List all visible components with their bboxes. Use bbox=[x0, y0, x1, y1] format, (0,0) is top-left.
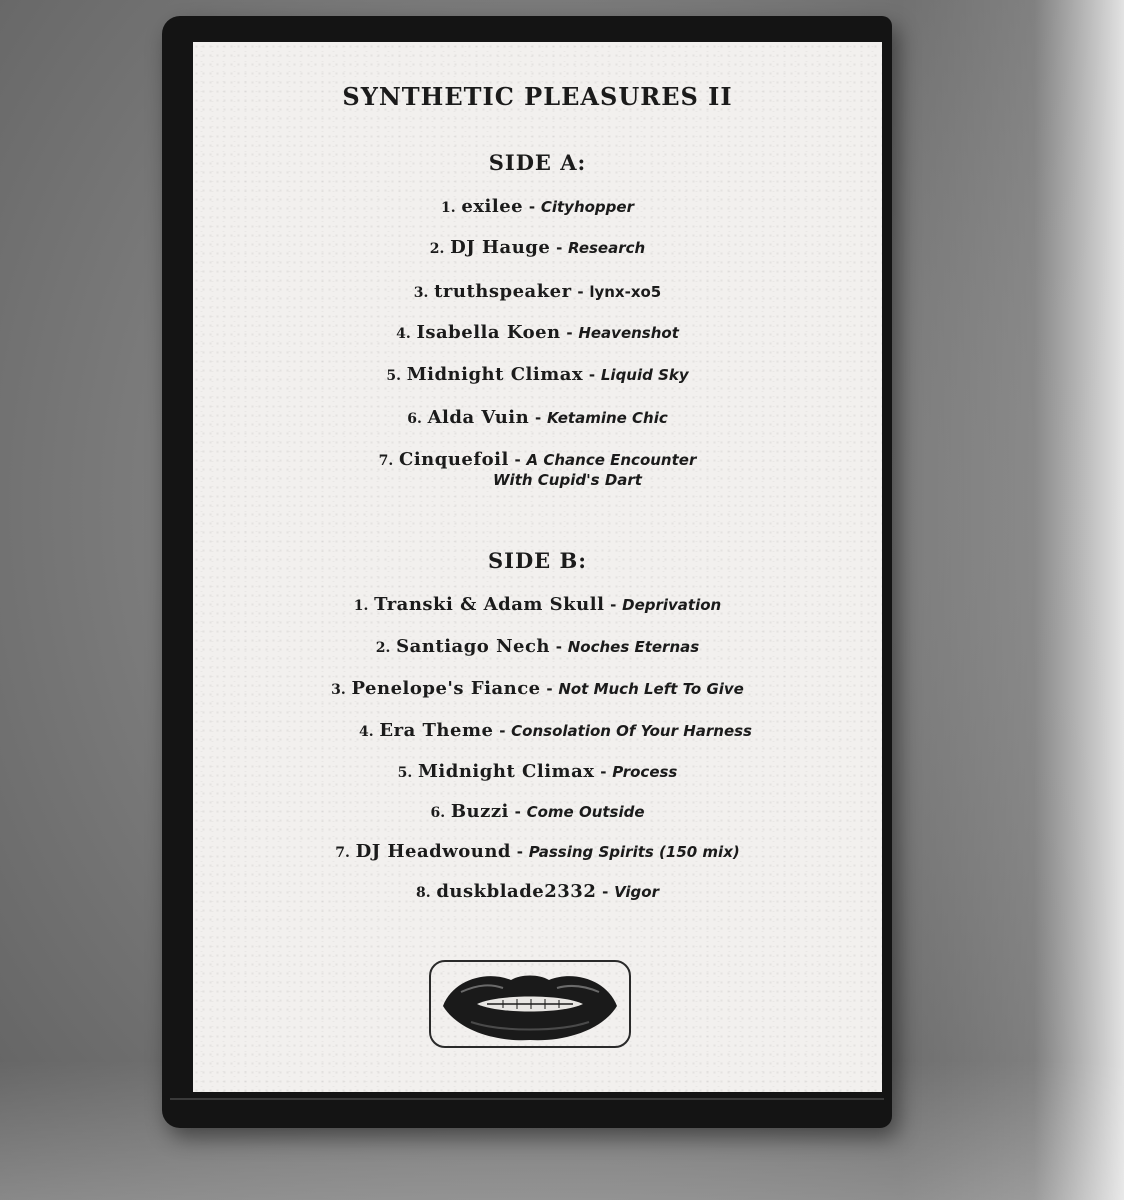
track-artist: DJ Headwound bbox=[355, 841, 511, 862]
track-title: Consolation Of Your Harness bbox=[511, 722, 752, 740]
track-artist: Buzzi bbox=[450, 801, 509, 822]
track-separator: - bbox=[516, 843, 523, 861]
track-title: Come Outside bbox=[526, 803, 645, 821]
track-number: 3. bbox=[413, 285, 429, 301]
track-number: 7. bbox=[335, 845, 350, 861]
side-a-track-4 bbox=[193, 323, 882, 344]
side-a-track-5 bbox=[193, 365, 882, 386]
j-card-insert bbox=[193, 42, 882, 1092]
track-artist: Alda Vuin bbox=[427, 407, 530, 428]
side-a-track-7 bbox=[193, 450, 882, 471]
track-title: A Chance Encounter bbox=[526, 451, 697, 469]
track-separator: - bbox=[514, 451, 521, 469]
track-number: 1. bbox=[441, 200, 456, 216]
side-b-track-7 bbox=[193, 842, 882, 863]
track-separator: - bbox=[534, 409, 542, 427]
track-number: 2. bbox=[429, 241, 445, 257]
side-b-heading: SIDE B: bbox=[487, 548, 588, 573]
track-number: 4. bbox=[396, 326, 411, 342]
side-a-heading: SIDE A: bbox=[488, 150, 587, 175]
track-number: 2. bbox=[375, 640, 391, 656]
track-title: Noches Eternas bbox=[567, 638, 700, 656]
track-artist: Cinquefoil bbox=[399, 449, 509, 470]
track-separator: - bbox=[566, 324, 573, 342]
side-b-track-6 bbox=[193, 802, 882, 823]
track-number: 4. bbox=[359, 724, 374, 740]
track-artist: Isabella Koen bbox=[416, 322, 561, 343]
track-artist: exilee bbox=[461, 196, 524, 217]
track-title: Not Much Left To Give bbox=[558, 680, 744, 698]
track-number: 3. bbox=[331, 682, 346, 698]
track-number: 7. bbox=[378, 453, 394, 469]
track-number: 8. bbox=[415, 885, 431, 901]
track-artist: duskblade2332 bbox=[436, 881, 597, 902]
track-title: Liquid Sky bbox=[600, 366, 689, 384]
track-separator: - bbox=[514, 803, 521, 821]
track-artist: Transki & Adam Skull bbox=[374, 594, 605, 615]
track-separator: - bbox=[610, 596, 617, 614]
side-a-track-2 bbox=[193, 238, 882, 259]
track-artist: Santiago Nech bbox=[396, 636, 551, 657]
track-separator: - bbox=[577, 283, 584, 301]
side-b-track-2 bbox=[193, 637, 882, 658]
tape-title: SYNTHETIC PLEASURES II bbox=[342, 82, 733, 111]
side-b-track-1 bbox=[193, 595, 882, 616]
side-b-track-3 bbox=[193, 679, 882, 700]
side-a-track-1 bbox=[193, 197, 882, 218]
case-ridge bbox=[170, 1098, 884, 1114]
track-title: lynx-xo5 bbox=[589, 283, 662, 301]
track-separator: - bbox=[556, 239, 563, 257]
track-title: Passing Spirits (150 mix) bbox=[528, 843, 740, 861]
track-number: 5. bbox=[386, 368, 401, 384]
track-title: Research bbox=[568, 239, 646, 257]
track-separator: - bbox=[602, 883, 609, 901]
side-b-track-4 bbox=[211, 721, 900, 742]
track-title: Ketamine Chic bbox=[546, 409, 668, 427]
track-separator: - bbox=[600, 763, 607, 781]
track-separator: - bbox=[588, 366, 596, 384]
track-separator: - bbox=[546, 680, 553, 698]
side-a-track-3 bbox=[193, 282, 882, 303]
track-artist: DJ Hauge bbox=[450, 237, 551, 258]
track-number: 1. bbox=[353, 598, 369, 614]
side-b-track-8 bbox=[193, 882, 882, 903]
track-artist: truthspeaker bbox=[434, 281, 572, 302]
lips-logo bbox=[429, 960, 631, 1048]
track-separator: - bbox=[555, 638, 562, 656]
track-title: Heavenshot bbox=[578, 324, 679, 342]
track-title-continued: With Cupid's Dart bbox=[493, 471, 642, 489]
track-title: Process bbox=[612, 763, 678, 781]
side-b-track-5 bbox=[193, 762, 882, 783]
track-title: Vigor bbox=[614, 883, 659, 901]
track-separator: - bbox=[499, 722, 506, 740]
track-artist: Penelope's Fiance bbox=[351, 678, 541, 699]
track-title: Deprivation bbox=[622, 596, 722, 614]
track-artist: Midnight Climax bbox=[418, 761, 595, 782]
track-number: 6. bbox=[430, 805, 446, 821]
scan-background-edge bbox=[900, 0, 1124, 1200]
lips-icon bbox=[431, 962, 629, 1046]
track-title: Cityhopper bbox=[540, 198, 634, 216]
track-artist: Era Theme bbox=[379, 720, 494, 741]
side-a-track-6 bbox=[193, 408, 882, 429]
track-separator: - bbox=[528, 198, 536, 216]
track-number: 5. bbox=[397, 765, 413, 781]
side-a-track-7-line2 bbox=[223, 470, 912, 490]
track-number: 6. bbox=[407, 411, 422, 427]
track-artist: Midnight Climax bbox=[406, 364, 584, 385]
